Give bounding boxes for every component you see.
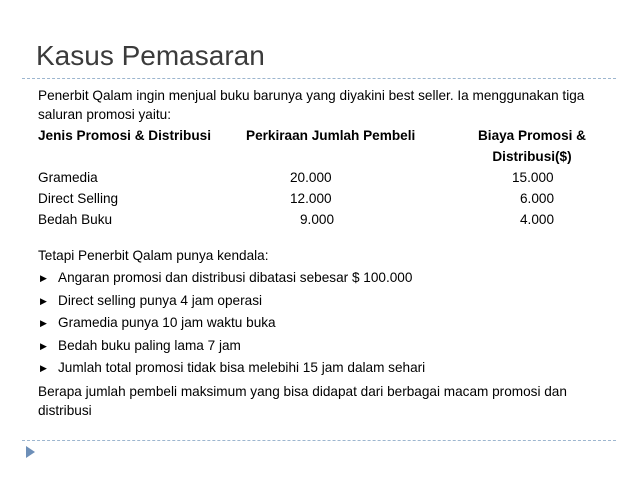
title-divider (22, 78, 616, 79)
table-header-row (38, 125, 598, 146)
list-item: ▶ Angaran promosi dan distribusi dibatasi sebesar $ 100.000 (38, 267, 608, 290)
slide-body (38, 86, 608, 420)
list-item: ▶ Jumlah total promosi tidak bisa melebihi 15 jam dalam sehari (38, 357, 608, 380)
cell-buyers: 9.000 (300, 212, 335, 227)
slide-title: Kasus Pemasaran (36, 40, 265, 71)
triangle-right-icon: ▶ (40, 318, 47, 328)
intro-text: Penerbit Qalam ingin menjual buku barunya yang diyakini best seller. Ia menggunakan tiga saluran promosi yaitu: (38, 88, 585, 122)
cell-cost: 6.000 (520, 191, 555, 206)
question-text: Berapa jumlah pembeli maksimum yang bisa didapat dari berbagai macam promosi dan distribusi (38, 383, 567, 418)
cell-channel: Gramedia (38, 170, 98, 185)
cell-buyers: 20.000 (290, 170, 332, 185)
header-channel: Jenis Promosi & Distribusi (38, 128, 211, 143)
header-buyers: Perkiraan Jumlah Pembeli (246, 128, 416, 143)
table-header-row-2 (38, 146, 598, 167)
table-row (38, 167, 598, 188)
list-item: ▶ Direct selling punya 4 jam operasi (38, 290, 608, 313)
triangle-right-icon: ▶ (40, 363, 47, 373)
triangle-right-icon: ▶ (40, 295, 47, 306)
list-item: ▶ Gramedia punya 10 jam waktu buka (38, 312, 608, 335)
cell-channel: Direct Selling (38, 191, 119, 206)
table-row (38, 188, 598, 209)
triangle-right-icon: ▶ (40, 340, 47, 351)
constraints-list (38, 267, 608, 380)
header-cost: Biaya Promosi & (477, 128, 587, 143)
table-row (38, 209, 598, 230)
header-cost-unit: Distribusi($) (492, 149, 572, 164)
cell-cost: 15.000 (512, 170, 554, 185)
cell-buyers: 12.000 (290, 191, 332, 206)
triangle-right-icon: ▶ (40, 273, 47, 283)
list-item: ▶ Bedah buku paling lama 7 jam (38, 335, 608, 358)
slide-marker-icon (26, 446, 35, 458)
promotion-table (38, 125, 598, 230)
constraints-intro: Tetapi Penerbit Qalam punya kendala: (38, 248, 269, 263)
cell-cost: 4.000 (520, 212, 555, 227)
footer-divider (22, 440, 616, 441)
cell-channel: Bedah Buku (38, 212, 113, 227)
